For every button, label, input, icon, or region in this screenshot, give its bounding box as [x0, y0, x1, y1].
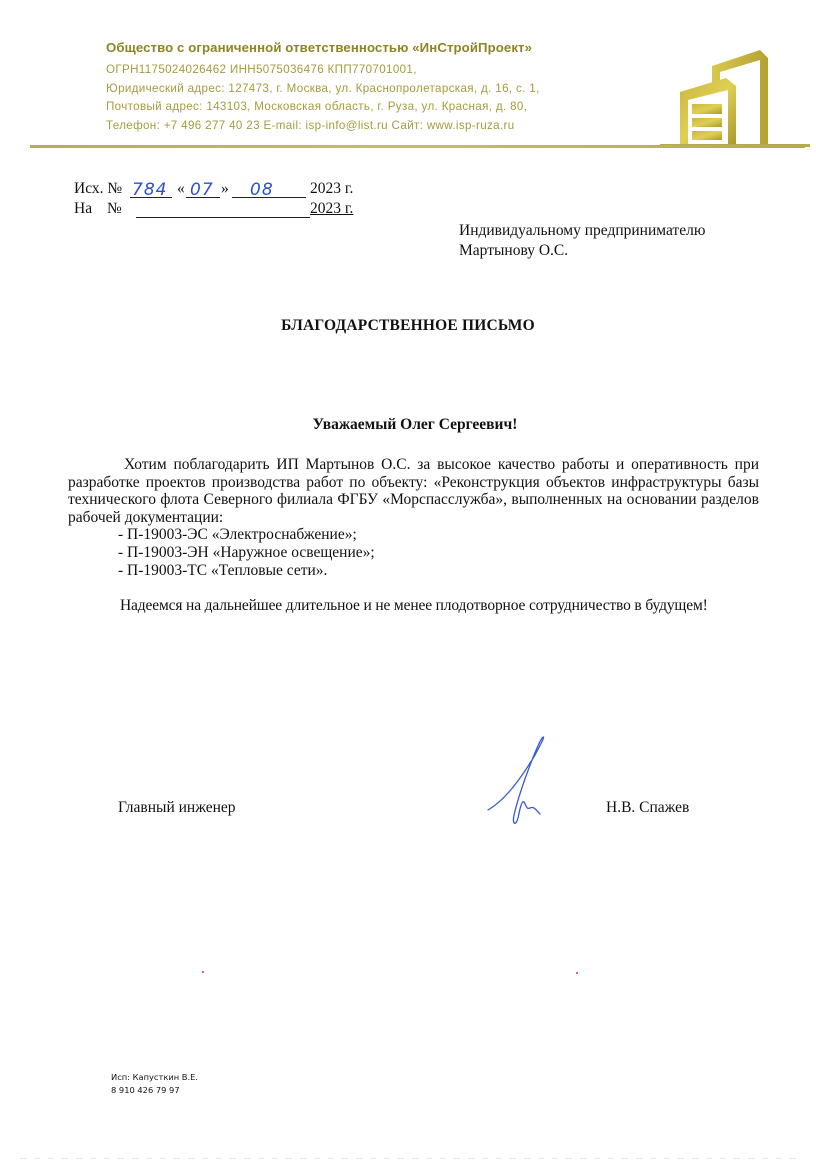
- company-name: Общество с ограниченной ответственностью «ИнСтройПроект»: [106, 40, 533, 55]
- addressee-line-1: Индивидуальному предпринимателю: [459, 222, 706, 239]
- addressee-line-2: Мартынову О.С.: [459, 242, 569, 259]
- incoming-year: 2023 г.: [310, 200, 354, 217]
- list-item: - П-19003-ЭН «Наружное освещение»;: [118, 543, 375, 561]
- postal-address: Почтовый адрес: 143103, Московская область, г. Руза, ул. Красная, д. 80,: [106, 100, 528, 114]
- letter-body: [68, 456, 759, 615]
- legal-address: Юридический адрес: 127473, г. Москва, ул. Краснопролетарская, д. 16, с. 1,: [106, 81, 540, 95]
- outgoing-number-handwritten: 784: [132, 180, 168, 200]
- day-handwritten: 07: [190, 180, 214, 200]
- contacts: Телефон: +7 496 277 40 23 E-mail: isp-info@list.ru Сайт: www.isp-ruza.ru: [106, 118, 515, 132]
- registration-block: [74, 180, 364, 220]
- day-close-quote: »: [221, 180, 229, 197]
- letter-title: БЛАГОДАРСТВЕННОЕ ПИСЬМО: [281, 317, 535, 334]
- addressee: [459, 221, 705, 261]
- executor-phone: 8 910 426 79 97: [111, 1085, 180, 1095]
- company-registration: ОГРН1175024026462 ИНН5075036476 КПП770701001,: [106, 63, 417, 76]
- incoming-number-sign: №: [107, 200, 122, 217]
- outgoing-label: Исх. №: [74, 180, 123, 197]
- outgoing-year: 2023 г.: [310, 180, 354, 197]
- incoming-number-field: [136, 200, 310, 218]
- executor-name: Исп: Капусткин В.Е.: [111, 1072, 199, 1082]
- body-paragraph: Хотим поблагодарить ИП Мартынов О.С. за высокое качество работы и оперативность при разработке проектов производства работ по объекту: «Реконструкция объектов инфраструктуры базы технического флота Северного филиала ФГБУ «Морспасслужба», выполненных на основании разделов рабочей документации:: [68, 456, 759, 526]
- outgoing-number-row: [74, 180, 364, 200]
- documentation-list: [68, 526, 759, 579]
- scan-dot: [576, 972, 578, 974]
- letterhead: [106, 40, 540, 135]
- list-item: - П-19003-ТС «Тепловые сети».: [118, 561, 328, 579]
- executor-info: [111, 1071, 198, 1097]
- salutation: Уважаемый Олег Сергеевич!: [312, 416, 518, 433]
- month-handwritten: 08: [250, 180, 274, 200]
- scan-edge-artifact: [20, 1158, 800, 1159]
- incoming-label: На: [74, 200, 93, 217]
- day-open-quote: «: [177, 180, 185, 197]
- letterhead-divider: [30, 145, 805, 148]
- signatory-name: Н.В. Спажев: [606, 799, 690, 816]
- list-item: - П-19003-ЭС «Электроснабжение»;: [118, 526, 357, 544]
- incoming-number-row: [74, 200, 364, 220]
- closing-sentence: Надеемся на дальнейшее длительное и не менее плодотворное сотрудничество в будущем!: [120, 597, 708, 615]
- building-logo-icon: [660, 36, 810, 150]
- handwritten-signature-icon: [480, 730, 560, 830]
- scan-dot: [202, 971, 204, 973]
- signatory-role: Главный инженер: [118, 799, 236, 816]
